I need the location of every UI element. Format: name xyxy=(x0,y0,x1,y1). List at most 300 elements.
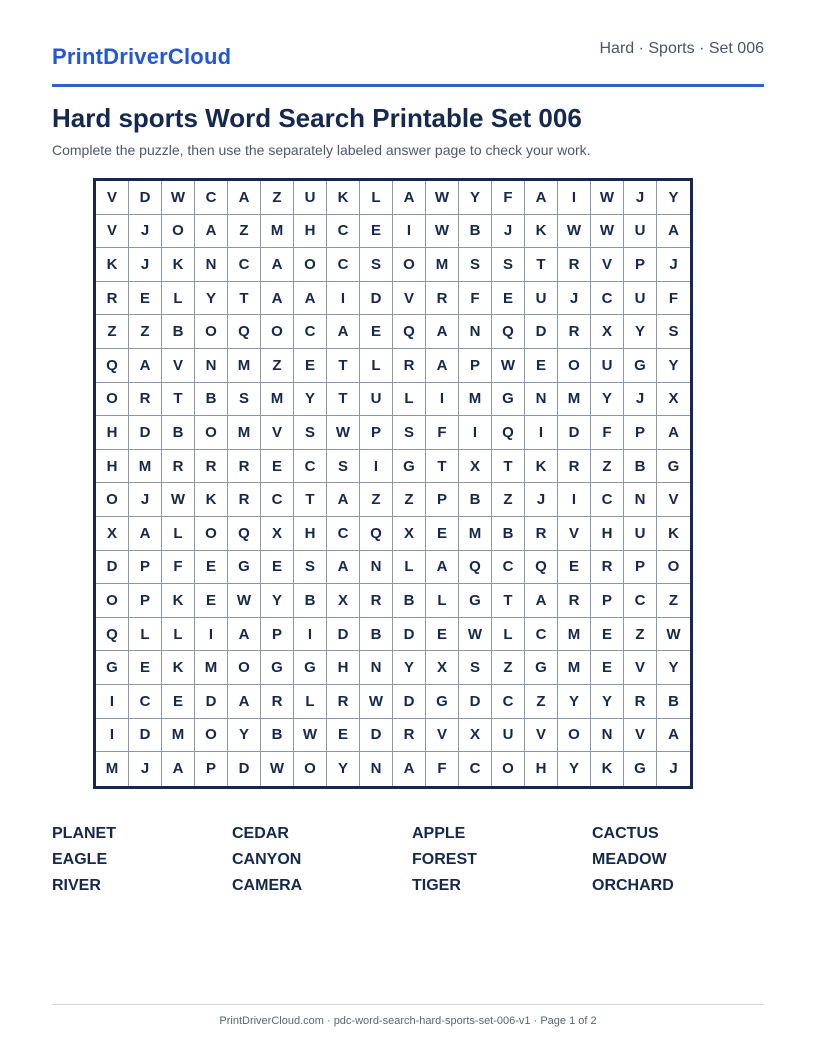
grid-cell: R xyxy=(327,685,360,719)
grid-cell: Y xyxy=(228,719,261,753)
grid-cell: A xyxy=(327,551,360,585)
grid-cell: M xyxy=(162,719,195,753)
grid-cell: S xyxy=(459,248,492,282)
grid-cell: Q xyxy=(525,551,558,585)
grid-cell: P xyxy=(459,349,492,383)
grid-cell: A xyxy=(525,584,558,618)
grid-cell: C xyxy=(294,450,327,484)
grid-cell: E xyxy=(294,349,327,383)
grid-cell: U xyxy=(624,282,657,316)
grid-cell: P xyxy=(129,551,162,585)
grid-cell: E xyxy=(129,282,162,316)
grid-cell: M xyxy=(228,416,261,450)
grid-cell: Y xyxy=(261,584,294,618)
grid-cell: E xyxy=(492,282,525,316)
grid-cell: T xyxy=(162,383,195,417)
grid-cell: N xyxy=(459,315,492,349)
grid-cell: M xyxy=(558,383,591,417)
grid-cell: Y xyxy=(591,383,624,417)
grid-cell: A xyxy=(162,752,195,786)
grid-cell: G xyxy=(657,450,690,484)
grid-cell: G xyxy=(492,383,525,417)
grid-cell: R xyxy=(162,450,195,484)
grid-cell: Q xyxy=(96,349,129,383)
grid-cell: Z xyxy=(624,618,657,652)
grid-cell: R xyxy=(228,450,261,484)
grid-cell: B xyxy=(393,584,426,618)
grid-cell: V xyxy=(162,349,195,383)
grid-cell: J xyxy=(558,282,591,316)
grid-cell: K xyxy=(591,752,624,786)
grid-cell: G xyxy=(459,584,492,618)
grid-cell: K xyxy=(162,651,195,685)
grid-cell: D xyxy=(393,618,426,652)
grid-cell: E xyxy=(129,651,162,685)
grid-cell: Y xyxy=(459,181,492,215)
grid-cell: E xyxy=(162,685,195,719)
word-list-item: PLANET xyxy=(52,825,116,842)
grid-cell: H xyxy=(591,517,624,551)
grid-cell: G xyxy=(525,651,558,685)
page-header xyxy=(52,38,764,87)
grid-cell: Y xyxy=(657,181,690,215)
grid-cell: H xyxy=(96,450,129,484)
grid-cell: A xyxy=(228,618,261,652)
grid-cell: A xyxy=(228,685,261,719)
grid-cell: R xyxy=(360,584,393,618)
grid-cell: A xyxy=(327,315,360,349)
grid-cell: T xyxy=(294,483,327,517)
grid-cell: W xyxy=(228,584,261,618)
grid-cell: E xyxy=(426,517,459,551)
grid-cell: U xyxy=(492,719,525,753)
grid-cell: X xyxy=(591,315,624,349)
grid-cell: D xyxy=(195,685,228,719)
grid-cell: I xyxy=(393,215,426,249)
grid-cell: B xyxy=(162,416,195,450)
grid-cell: U xyxy=(624,215,657,249)
grid-cell: M xyxy=(96,752,129,786)
grid-cell: V xyxy=(261,416,294,450)
grid-cell: Z xyxy=(492,483,525,517)
grid-cell: D xyxy=(459,685,492,719)
grid-cell: R xyxy=(558,584,591,618)
grid-cell: H xyxy=(327,651,360,685)
grid-cell: K xyxy=(195,483,228,517)
grid-cell: D xyxy=(525,315,558,349)
grid-cell: P xyxy=(624,416,657,450)
grid-cell: Z xyxy=(492,651,525,685)
grid-cell: J xyxy=(624,383,657,417)
grid-cell: Q xyxy=(393,315,426,349)
grid-cell: B xyxy=(294,584,327,618)
grid-cell: U xyxy=(525,282,558,316)
grid-cell: R xyxy=(558,450,591,484)
grid-cell: T xyxy=(228,282,261,316)
grid-cell: E xyxy=(426,618,459,652)
grid-cell: A xyxy=(327,483,360,517)
grid-cell: O xyxy=(492,752,525,786)
grid-cell: A xyxy=(525,181,558,215)
grid-cell: I xyxy=(360,450,393,484)
grid-cell: N xyxy=(360,651,393,685)
grid-cell: H xyxy=(96,416,129,450)
grid-cell: M xyxy=(228,349,261,383)
grid-cell: O xyxy=(96,584,129,618)
grid-cell: O xyxy=(195,315,228,349)
grid-cell: P xyxy=(129,584,162,618)
grid-cell: E xyxy=(327,719,360,753)
grid-cell: P xyxy=(591,584,624,618)
grid-cell: X xyxy=(426,651,459,685)
grid-cell: I xyxy=(426,383,459,417)
grid-cell: D xyxy=(360,719,393,753)
word-list-item: FOREST xyxy=(412,851,477,868)
grid-cell: Z xyxy=(525,685,558,719)
grid-cell: V xyxy=(591,248,624,282)
grid-cell: N xyxy=(360,551,393,585)
page-footer xyxy=(52,1004,764,1027)
grid-cell: K xyxy=(162,584,195,618)
grid-cell: C xyxy=(591,282,624,316)
grid-cell: A xyxy=(426,315,459,349)
grid-cell: B xyxy=(162,315,195,349)
grid-cell: D xyxy=(228,752,261,786)
grid-cell: W xyxy=(657,618,690,652)
grid-cell: U xyxy=(294,181,327,215)
grid-cell: K xyxy=(96,248,129,282)
grid-cell: S xyxy=(492,248,525,282)
grid-cell: K xyxy=(525,215,558,249)
grid-cell: T xyxy=(327,349,360,383)
grid-cell: Y xyxy=(558,685,591,719)
grid-cell: R xyxy=(393,719,426,753)
grid-cell: O xyxy=(558,349,591,383)
grid-cell: A xyxy=(129,517,162,551)
grid-cell: A xyxy=(393,181,426,215)
grid-cell: P xyxy=(426,483,459,517)
grid-cell: E xyxy=(591,618,624,652)
grid-cell: M xyxy=(129,450,162,484)
grid-cell: B xyxy=(492,517,525,551)
word-list-item: CAMERA xyxy=(232,877,303,894)
grid-cell: P xyxy=(624,248,657,282)
grid-cell: C xyxy=(129,685,162,719)
grid-cell: H xyxy=(294,517,327,551)
grid-cell: M xyxy=(426,248,459,282)
grid-cell: Y xyxy=(327,752,360,786)
grid-cell: E xyxy=(261,551,294,585)
grid-cell: B xyxy=(195,383,228,417)
grid-cell: F xyxy=(426,752,459,786)
grid-cell: A xyxy=(657,719,690,753)
grid-cell: L xyxy=(162,618,195,652)
grid-cell: A xyxy=(195,215,228,249)
grid-cell: F xyxy=(426,416,459,450)
grid-cell: D xyxy=(96,551,129,585)
grid-cell: O xyxy=(195,517,228,551)
grid-cell: U xyxy=(360,383,393,417)
grid-cell: X xyxy=(657,383,690,417)
grid-cell: J xyxy=(669,760,678,778)
word-list-item: CANYON xyxy=(232,851,302,868)
grid-cell: Z xyxy=(360,483,393,517)
grid-cell: C xyxy=(294,315,327,349)
grid-cell: A xyxy=(657,416,690,450)
grid-cell: L xyxy=(393,551,426,585)
grid-cell: X xyxy=(327,584,360,618)
grid-cell: E xyxy=(360,315,393,349)
grid-cell: Q xyxy=(492,416,525,450)
grid-cell: G xyxy=(393,450,426,484)
grid-cell: S xyxy=(294,551,327,585)
grid-cell: Z xyxy=(261,181,294,215)
grid-cell: Z xyxy=(96,315,129,349)
grid-cell: V xyxy=(96,181,129,215)
grid-cell: S xyxy=(393,416,426,450)
grid-cell: C xyxy=(327,215,360,249)
grid-cell: C xyxy=(492,551,525,585)
grid-cell: F xyxy=(162,551,195,585)
grid-cell: H xyxy=(525,752,558,786)
grid-cell: F xyxy=(657,282,690,316)
grid-cell: T xyxy=(426,450,459,484)
grid-cell: F xyxy=(591,416,624,450)
grid-cell: H xyxy=(294,215,327,249)
grid-cell: M xyxy=(195,651,228,685)
grid-cell: I xyxy=(96,719,129,753)
grid-cell: W xyxy=(558,215,591,249)
grid-cell: F xyxy=(492,181,525,215)
grid-cell: B xyxy=(261,719,294,753)
grid-cell: A xyxy=(393,752,426,786)
grid-cell: L xyxy=(360,181,393,215)
grid-cell: I xyxy=(459,416,492,450)
grid-cell: R xyxy=(228,483,261,517)
brand-logo[interactable]: PrintDriverCloud xyxy=(52,44,232,69)
grid-cell: A xyxy=(426,349,459,383)
grid-cell: R xyxy=(558,248,591,282)
grid-cell: E xyxy=(525,349,558,383)
grid-cell: Y xyxy=(657,349,690,383)
grid-cell: G xyxy=(624,752,657,786)
grid-cell: T xyxy=(492,450,525,484)
grid-cell: V xyxy=(624,651,657,685)
grid-cell: Y xyxy=(393,651,426,685)
grid-cell: Q xyxy=(96,618,129,652)
grid-cell: N xyxy=(195,349,228,383)
grid-cell: Y xyxy=(195,282,228,316)
grid-cell: V xyxy=(393,282,426,316)
grid-cell: S xyxy=(360,248,393,282)
grid-cell: W xyxy=(360,685,393,719)
word-list-item: EAGLE xyxy=(52,851,108,868)
grid-cell: R xyxy=(195,450,228,484)
grid-cell: S xyxy=(228,383,261,417)
grid-cell: M xyxy=(459,517,492,551)
grid-cell: A xyxy=(657,215,690,249)
grid-cell: L xyxy=(294,685,327,719)
grid-cell: Q xyxy=(459,551,492,585)
grid-cell: A xyxy=(426,551,459,585)
grid-cell: R xyxy=(261,685,294,719)
grid-cell: L xyxy=(360,349,393,383)
grid-cell: N xyxy=(525,383,558,417)
grid-cell: N xyxy=(195,248,228,282)
grid-cell: O xyxy=(228,651,261,685)
grid-cell: M xyxy=(261,215,294,249)
grid-cell: J xyxy=(129,248,162,282)
grid-cell: E xyxy=(261,450,294,484)
grid-cell: A xyxy=(261,248,294,282)
grid-cell: V xyxy=(657,483,690,517)
grid-cell: W xyxy=(591,181,624,215)
grid-cell: C xyxy=(327,248,360,282)
grid-cell: Y xyxy=(558,752,591,786)
grid-cell: Z xyxy=(228,215,261,249)
grid-cell: R xyxy=(558,315,591,349)
grid-cell: J xyxy=(129,752,162,786)
grid-cell: G xyxy=(228,551,261,585)
grid-cell: I xyxy=(294,618,327,652)
grid-cell: G xyxy=(624,349,657,383)
grid-cell: A xyxy=(228,181,261,215)
grid-cell: K xyxy=(525,450,558,484)
grid-cell: G xyxy=(96,651,129,685)
footer-text: PrintDriverCloud.com · pdc-word-search-hard-sports-set-006-v1 · Page 1 of 2 xyxy=(219,1015,597,1027)
grid-cell: S xyxy=(657,315,690,349)
grid-cell: O xyxy=(393,248,426,282)
grid-cell: Y xyxy=(294,383,327,417)
grid-cell: L xyxy=(492,618,525,652)
grid-cell: R xyxy=(96,282,129,316)
grid-cell: T xyxy=(525,248,558,282)
grid-cell: B xyxy=(459,483,492,517)
grid-cell: X xyxy=(393,517,426,551)
grid-cell: L xyxy=(393,383,426,417)
grid-cell: D xyxy=(558,416,591,450)
grid-cell: D xyxy=(360,282,393,316)
grid-cell: P xyxy=(360,416,393,450)
grid-cell: W xyxy=(162,483,195,517)
grid-cell: O xyxy=(657,551,690,585)
word-search-grid xyxy=(93,178,693,789)
grid-cell: C xyxy=(261,483,294,517)
grid-cell: W xyxy=(492,349,525,383)
grid-cell: C xyxy=(195,181,228,215)
grid-cell: W xyxy=(426,215,459,249)
grid-cell: O xyxy=(294,248,327,282)
grid-cell: A xyxy=(129,349,162,383)
grid-cell: O xyxy=(96,383,129,417)
grid-cell: J xyxy=(525,483,558,517)
grid-cell: X xyxy=(459,450,492,484)
grid-cell: I xyxy=(327,282,360,316)
word-list-item: RIVER xyxy=(52,877,101,894)
grid-cell: L xyxy=(162,282,195,316)
grid-cell: Q xyxy=(492,315,525,349)
grid-cell: P xyxy=(195,752,228,786)
grid-cell: R xyxy=(624,685,657,719)
grid-cell: Z xyxy=(393,483,426,517)
grid-cell: Y xyxy=(657,651,690,685)
grid-cell: C xyxy=(624,584,657,618)
grid-cell: N xyxy=(624,483,657,517)
grid-cell: I xyxy=(195,618,228,652)
grid-cell: N xyxy=(591,719,624,753)
grid-cell: C xyxy=(492,685,525,719)
grid-cell: I xyxy=(558,483,591,517)
grid-cell: W xyxy=(459,618,492,652)
word-list xyxy=(52,825,772,903)
grid-cell: E xyxy=(360,215,393,249)
grid-cell: Z xyxy=(129,315,162,349)
word-list-item: APPLE xyxy=(412,825,466,842)
grid-cell: F xyxy=(459,282,492,316)
grid-cell: X xyxy=(459,719,492,753)
grid-cell: E xyxy=(195,584,228,618)
grid-cell: O xyxy=(294,752,327,786)
grid-cell: Y xyxy=(624,315,657,349)
grid-cell: O xyxy=(195,416,228,450)
grid-cell: G xyxy=(426,685,459,719)
grid-cell: E xyxy=(591,651,624,685)
grid-cell: Y xyxy=(591,685,624,719)
grid-cell: S xyxy=(294,416,327,450)
grid-cell: V xyxy=(96,215,129,249)
grid-cell: U xyxy=(591,349,624,383)
breadcrumb: Hard · Sports · Set 006 xyxy=(599,40,764,57)
grid-cell: J xyxy=(129,483,162,517)
grid-cell: I xyxy=(525,416,558,450)
grid-cell: Z xyxy=(591,450,624,484)
grid-cell: V xyxy=(426,719,459,753)
word-list-item: CEDAR xyxy=(232,825,289,842)
grid-cell: W xyxy=(591,215,624,249)
grid-cell: R xyxy=(129,383,162,417)
grid-cell: J xyxy=(129,215,162,249)
grid-cell: C xyxy=(525,618,558,652)
grid-cell: E xyxy=(195,551,228,585)
word-list-item: CACTUS xyxy=(592,825,659,842)
grid-cell: R xyxy=(393,349,426,383)
grid-cell: W xyxy=(426,181,459,215)
grid-cell: U xyxy=(624,517,657,551)
page-title: Hard sports Word Search Printable Set 006 xyxy=(52,103,582,133)
grid-cell: W xyxy=(261,752,294,786)
grid-cell: L xyxy=(162,517,195,551)
grid-cell: W xyxy=(327,416,360,450)
grid-cell: O xyxy=(96,483,129,517)
grid-cell: J xyxy=(657,248,690,282)
grid-cell: D xyxy=(327,618,360,652)
grid-cell: P xyxy=(261,618,294,652)
grid-cell: J xyxy=(492,215,525,249)
grid-cell: L xyxy=(426,584,459,618)
grid-cell: B xyxy=(624,450,657,484)
grid-cell: C xyxy=(327,517,360,551)
grid-cell: O xyxy=(195,719,228,753)
grid-cell: A xyxy=(294,282,327,316)
grid-cell: M xyxy=(261,383,294,417)
page-subtitle: Complete the puzzle, then use the separately labeled answer page to check your work. xyxy=(52,142,591,158)
grid-cell: M xyxy=(558,651,591,685)
grid-cell: Q xyxy=(360,517,393,551)
word-list-item: ORCHARD xyxy=(592,877,674,894)
grid-cell: C xyxy=(459,752,492,786)
grid-cell: V xyxy=(525,719,558,753)
grid-cell: B xyxy=(360,618,393,652)
